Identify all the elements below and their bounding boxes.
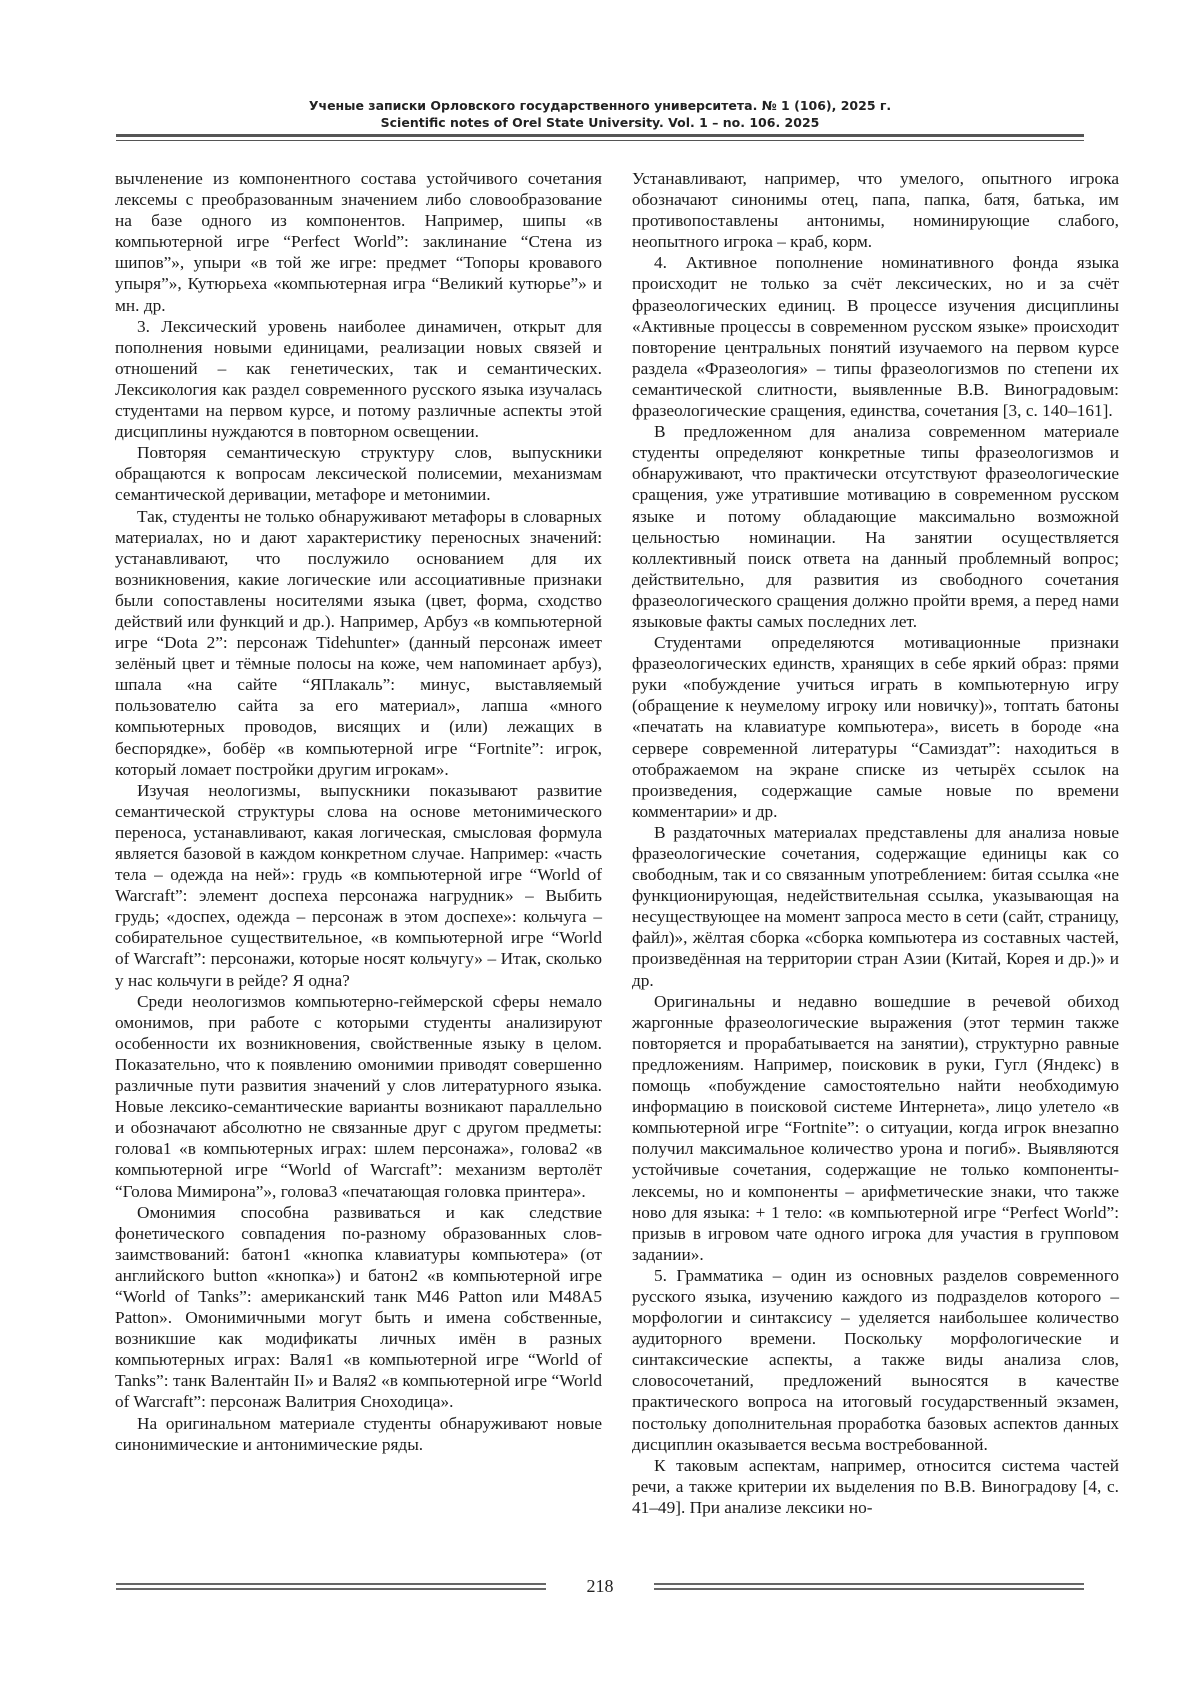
paragraph: Так, студенты не только обнаруживают метафоры в словарных материалах, но и дают характеристику переносных значений: устанавливают, что послужило основанием для их возникновения, какие логические или ассоциативные признаки были сопоставлены носителями языка (цвет, форма, сходство действий или функций и др.). Например, Арбуз «в компьютерной игре “Dota 2”: персонаж Tidehunter» (данный персонаж имеет зелёный цвет и тёмные полосы на коже, чем напоминает арбуз), шпала «на сайте “ЯПлакаль”: минус, выставляемый пользователю сайта за его материал», лапша «много компьютерных проводов, висящих и (или) лежащих в беспорядке», бобёр «в компьютерной игре “Fortnite”: игрок, который ломает постройки другим игрокам». bbox=[115, 506, 602, 779]
paragraph: 3. Лексический уровень наиболее динамичен, открыт для пополнения новыми единицами, реализации новых связей и отношений – как генетических, так и семантических. Лексикология как раздел современного русского языка изучалась студентами на первом курсе, и потому различные аспекты этой дисциплины нуждаются в повторном освещении. bbox=[115, 316, 602, 442]
paragraph: Оригинальны и недавно вошедшие в речевой обиход жаргонные фразеологические выражения (этот термин также повторяется и прорабатывается на занятии), структурно равные предложениям. Например, поисковик в руки, Гугл (Яндекс) в помощь «побуждение самостоятельно найти необходимую информацию в поисковой системе Интернета», лицо улетело «в компьютерной игре “Fortnite”: о ситуации, когда игрок внезапно получил максимальное количество урона и погиб». Выявляются устойчивые сочетания, содержащие не только компоненты-лексемы, но и компоненты – арифметические знаки, что также ново для языка: + 1 тело: «в компьютерной игре “Perfect World”: призыв в игровом чате одного игрока для участия в групповом задании». bbox=[632, 991, 1119, 1264]
paragraph: 4. Активное пополнение номинативного фонда языка происходит не только за счёт лексических, но и за счёт фразеологических единиц. В процессе изучения дисциплины «Активные процессы в современном русском языке» происходит повторение центральных понятий изучаемого на первом курсе раздела «Фразеология» – типы фразеологизмов по степени их семантической слитности, выявленные В.В. Виноградовым: фразеологические сращения, единства, сочетания [3, с. 140–161]. bbox=[632, 253, 1119, 421]
paragraph: К таковым аспектам, например, относится система частей речи, а также критерии их выделения по В.В. Виноградову [4, с. 41–49]. При анализе лексики но- bbox=[632, 1455, 1119, 1517]
footer-rule-right-2 bbox=[654, 1588, 1084, 1590]
paragraph: Повторяя семантическую структуру слов, выпускники обращаются к вопросам лексической полисемии, механизмам семантической деривации, метафоре и метонимии. bbox=[115, 443, 602, 505]
footer-rule-left-2 bbox=[116, 1588, 546, 1590]
footer-rule-left bbox=[116, 1583, 546, 1585]
paragraph: Изучая неологизмы, выпускники показывают развитие семантической структуры слова на основе метонимического переноса, устанавливают, какая логическая, смысловая формула является базовой в каждом конкретном случае. Например: «часть тела – одежда на ней»: грудь «в компьютерной игре “World of Warcraft”: элемент доспеха персонажа нагрудник» – Выбить грудь; «доспех, одежда – персонаж в этом доспехе»: кольчуга – собирательное существительное, «в компьютерной игре “World of Warcraft”: персонажи, которые носят кольчугу» – Итак, сколько у нас кольчуги в рейде? Я одна? bbox=[115, 780, 602, 990]
header-title-en: Scientific notes of Orel State University. Vol. 1 – no. 106. 2025 bbox=[380, 115, 820, 130]
header-rule-thin bbox=[116, 140, 1084, 141]
paragraph: В раздаточных материалах представлены для анализа новые фразеологические сочетания, содержащие единицы как со свободным, так и со связанным употреблением: битая ссылка «не функционирующая, недействительная ссылка, указывающая на несуществующее на момент запроса место в сети (сайт, страницу, файл)», жёлтая сборка «сборка компьютера из составных частей, произведённая на территории стран Азии (Китай, Корея и др.)» и др. bbox=[632, 822, 1119, 990]
paragraph: вычленение из компонентного состава устойчивого сочетания лексемы с преобразованным значением либо словообразование на базе одного из компонентов. Например, шипы «в компьютерной игре “Perfect World”: заклинание “Стена из шипов”», упыри «в той же игре: предмет “Топоры кровавого упыря”», Кутюрьеха «компьютерная игра “Великий кутюрье”» и мн. др. bbox=[115, 169, 602, 315]
footer-rule-right bbox=[654, 1583, 1084, 1585]
paragraph: Устанавливают, например, что умелого, опытного игрока обозначают синонимы отец, папа, папка, батя, батька, им противопоставлены антонимы, номинирующие слабого, неопытного игрока – краб, корм. bbox=[632, 169, 1119, 252]
paragraph: На оригинальном материале студенты обнаруживают новые синонимические и антонимические ряды. bbox=[115, 1413, 602, 1454]
running-header bbox=[100, 97, 1100, 131]
paragraph: 5. Грамматика – один из основных разделов современного русского языка, изучению каждого из подразделов которого – морфологии и синтаксису – уделяется наибольшее количество аудиторного времени. Поскольку морфологические и синтаксические аспекты, а также виды анализа слов, словосочетаний, предложений выносятся в качестве практического вопроса на итоговый государственный экзамен, постольку дополнительная проработка базовых аспектов данных дисциплин оказывается весьма востребованной. bbox=[632, 1265, 1119, 1454]
header-title-ru: Ученые записки Орловского государственного университета. № 1 (106), 2025 г. bbox=[308, 98, 892, 113]
right-column bbox=[632, 168, 1119, 1518]
header-rule-thick bbox=[116, 134, 1084, 137]
paragraph: Среди неологизмов компьютерно-геймерской сферы немало омонимов, при работе с которыми студенты анализируют особенности их возникновения, свойственные языку в целом. Показательно, что к появлению омонимии приводят совершенно различные пути развития значений у слов литературного языка. Новые лексико-семантические варианты возникают параллельно и обозначают абсолютно не связанные друг с другом предметы: голова1 «в компьютерных играх: шлем персонажа», голова2 «в компьютерной игре “World of Warcraft”: механизм вертолёт “Голова Мимирона”», голова3 «печатающая головка принтера». bbox=[115, 991, 602, 1201]
paragraph: Омонимия способна развиваться и как следствие фонетического совпадения по-разному образованных слов-заимствований: батон1 «кнопка клавиатуры компьютера» (от английского button «кнопка») и батон2 «в компьютерной игре “World of Tanks”: американский танк М46 Patton или М48А5 Patton». Омонимичными могут быть и имена собственные, возникшие как модификаты личных имён в разных компьютерных играх: Валя1 «в компьютерной игре “World of Tanks”: танк Валентайн II» и Валя2 «в компьютерной игре “World of Warcraft”: персонаж Валитрия Сноходица». bbox=[115, 1202, 602, 1412]
left-column bbox=[115, 168, 602, 1455]
page-number: 218 bbox=[586, 1576, 614, 1596]
paragraph: Студентами определяются мотивационные признаки фразеологических единств, хранящих в себе яркий образ: прями руки «побуждение учиться играть в компьютерную игру (обращение к неумелому игроку или новичку)», топтать батоны «печатать на клавиатуре компьютера», висеть в бороде «на сервере современной литературы “Самиздат”: находиться в отображаемом на экране списке из четырёх ссылок на произведения, содержащие самые новые по времени комментарии» и др. bbox=[632, 633, 1119, 821]
paragraph: В предложенном для анализа современном материале студенты определяют конкретные типы фразеологизмов и обнаруживают, что практически отсутствуют фразеологические сращения, уже утратившие мотивацию в современном русском языке и потому обладающие максимально возможной цельностью номинации. На занятии осуществляется коллективный поиск ответа на данный проблемный вопрос; действительно, для развития из свободного сочетания фразеологического сращения должно пройти время, а перед нами языковые факты самых последних лет. bbox=[632, 422, 1119, 631]
